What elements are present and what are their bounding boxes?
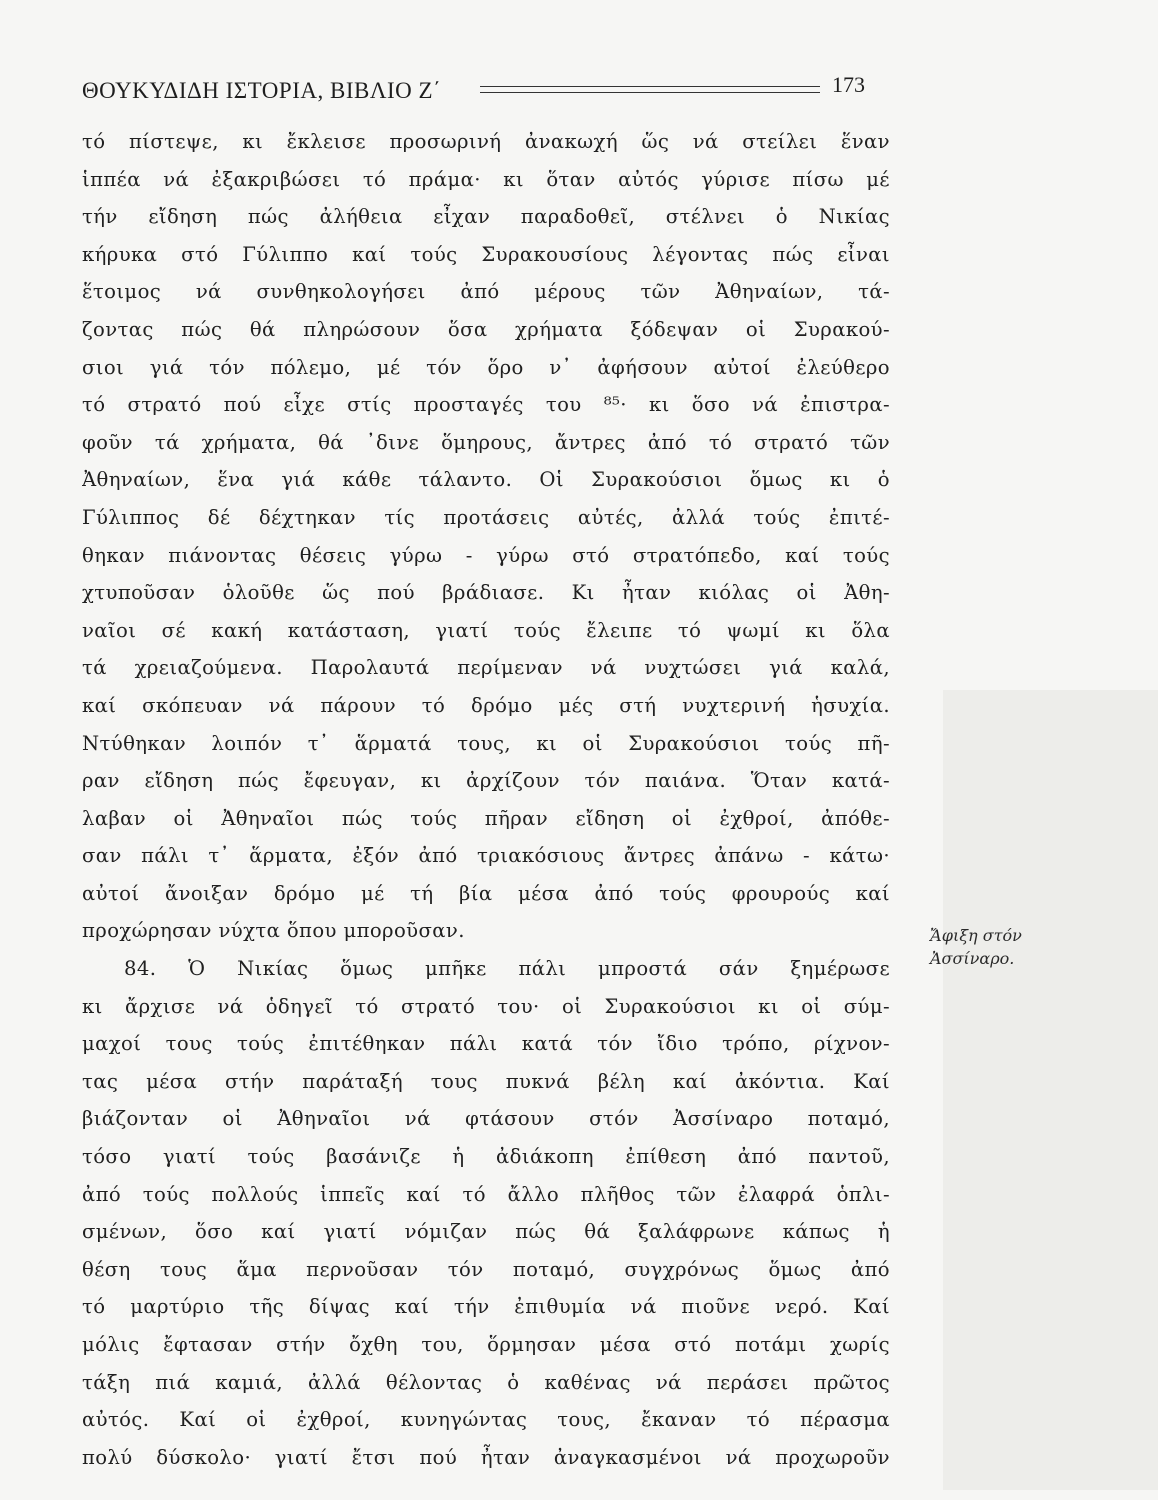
text-line: τάξη πιά καμιά, ἀλλά θέλοντας ὁ καθένας νά περάσει πρῶτος (82, 1370, 890, 1394)
text-line: τά χρειαζούμενα. Παρολαυτά περίμεναν νά νυχτώσει γιά καλά, (82, 656, 890, 680)
text-line: τό στρατό πού εἶχε στίς προσταγές του ⁸⁵· κι ὅσο νά ἐπιστρα- (82, 393, 890, 417)
text-line: ραν εἴδηση πώς ἔφευγαν, κι ἀρχίζουν τόν παιάνα. Ὅταν κατά- (82, 769, 890, 793)
text-line: ζοντας πώς θά πληρώσουν ὅσα χρήματα ξόδεψαν οἱ Συρακού- (82, 317, 890, 341)
text-line-chapter-84-start: 84. Ὁ Νικίας ὅμως μπῆκε πάλι μπροστά σάν ξημέρωσε (124, 957, 890, 981)
text-line: ναῖοι σέ κακή κατάσταση, γιατί τούς ἔλειπε τό ψωμί κι ὅλα (82, 618, 890, 642)
margin-note-line: Ἄφιξη στόν (930, 926, 1022, 945)
text-line: ἕτοιμος νά συνθηκολογήσει ἀπό μέρους τῶν Ἀθηναίων, τά- (82, 280, 890, 304)
margin-note-line: Ἀσσίναρο. (930, 949, 1015, 968)
text-line: σμένων, ὅσο καί γιατί νόμιζαν πώς θά ξαλάφρωνε κάπως ἡ (82, 1220, 890, 1244)
text-line: ἀπό τούς πολλούς ἱππεῖς καί τό ἄλλο πλῆθος τῶν ἐλαφρά ὁπλι- (82, 1182, 890, 1206)
text-line: τό πίστεψε, κι ἔκλεισε προσωρινή ἀνακωχή ὥς νά στείλει ἕναν (82, 130, 890, 153)
text-line: μόλις ἔφτασαν στήν ὄχθη του, ὅρμησαν μέσα στό ποτάμι χωρίς (82, 1333, 890, 1356)
text-line: Ντύθηκαν λοιπόν τ᾽ ἅρματά τους, κι οἱ Συρακούσιοι τούς πῆ- (82, 731, 890, 755)
page-number: 173 (832, 72, 865, 97)
body-text (82, 123, 890, 1476)
text-line: φοῦν τά χρήματα, θά ᾽δινε ὅμηρους, ἄντρες ἀπό τό στρατό τῶν (82, 430, 890, 454)
text-line: σιοι γιά τόν πόλεμο, μέ τόν ὅρο ν᾽ ἀφήσουν αὐτοί ἐλεύθερο (82, 355, 890, 379)
text-line: σαν πάλι τ᾽ ἅρματα, ἐξόν ἀπό τριακόσιους ἄντρες ἀπάνω - κάτω· (82, 844, 890, 868)
text-line: τήν εἴδηση πώς ἀλήθεια εἶχαν παραδοθεῖ, στέλνει ὁ Νικίας (82, 205, 890, 229)
text-line: χτυποῦσαν ὁλοῦθε ὥς πού βράδιασε. Κι ἦταν κιόλας οἱ Ἀθη- (82, 581, 890, 605)
page-header (82, 70, 882, 110)
text-line: λαβαν οἱ Ἀθηναῖοι πώς τούς πῆραν εἴδηση οἱ ἐχθροί, ἀπόθε- (82, 806, 890, 830)
text-line: θέση τους ἅμα περνοῦσαν τόν ποταμό, συγχρόνως ὅμως ἀπό (82, 1257, 890, 1281)
header-rule (480, 86, 820, 93)
text-line-paragraph-end: προχώρησαν νύχτα ὅπου μποροῦσαν. (82, 919, 465, 943)
text-line: κήρυκα στό Γύλιππο καί τούς Συρακουσίους λέγοντας πώς εἶναι (82, 242, 890, 266)
text-line: τόσο γιατί τούς βασάνιζε ἡ ἀδιάκοπη ἐπίθεση ἀπό παντοῦ, (82, 1145, 890, 1169)
text-line: ἱππέα νά ἐξακριβώσει τό πράμα· κι ὅταν αὐτός γύρισε πίσω μέ (82, 167, 890, 191)
text-line: Γύλιππος δέ δέχτηκαν τίς προτάσεις αὐτές, ἀλλά τούς ἐπιτέ- (82, 505, 890, 529)
text-line: αὐτός. Καί οἱ ἐχθροί, κυνηγώντας τους, ἔκαναν τό πέρασμα (82, 1408, 890, 1432)
background-shade (943, 690, 1158, 1490)
text-line: πολύ δύσκολο· γιατί ἔτσι πού ἦταν ἀναγκασμένοι νά προχωροῦν (82, 1445, 890, 1469)
text-line: τας μέσα στήν παράταξή τους πυκνά βέλη καί ἀκόντια. Καί (82, 1069, 890, 1093)
text-line: καί σκόπευαν νά πάρουν τό δρόμο μές στή νυχτερινή ἡσυχία. (82, 693, 890, 717)
margin-note (930, 924, 1080, 970)
text-line: θηκαν πιάνοντας θέσεις γύρω - γύρω στό στρατόπεδο, καί τούς (82, 543, 890, 567)
text-line: βιάζονταν οἱ Ἀθηναῖοι νά φτάσουν στόν Ἀσσίναρο ποταμό, (82, 1107, 890, 1131)
running-title: ΘΟΥΚΥΔΙΔΗ ΙΣΤΟΡΙΑ, ΒΙΒΛΙΟ Ζ΄ (82, 78, 442, 103)
text-line: κι ἄρχισε νά ὁδηγεῖ τό στρατό του· οἱ Συρακούσιοι κι οἱ σύμ- (82, 994, 890, 1018)
text-line: μαχοί τους τούς ἐπιτέθηκαν πάλι κατά τόν ἴδιο τρόπο, ρίχνον- (82, 1032, 890, 1056)
text-line: Ἀθηναίων, ἕνα γιά κάθε τάλαντο. Οἱ Συρακούσιοι ὅμως κι ὁ (82, 468, 890, 492)
text-line: αὐτοί ἄνοιξαν δρόμο μέ τή βία μέσα ἀπό τούς φρουρούς καί (82, 881, 890, 905)
text-line: τό μαρτύριο τῆς δίψας καί τήν ἐπιθυμία νά πιοῦνε νερό. Καί (82, 1295, 890, 1319)
